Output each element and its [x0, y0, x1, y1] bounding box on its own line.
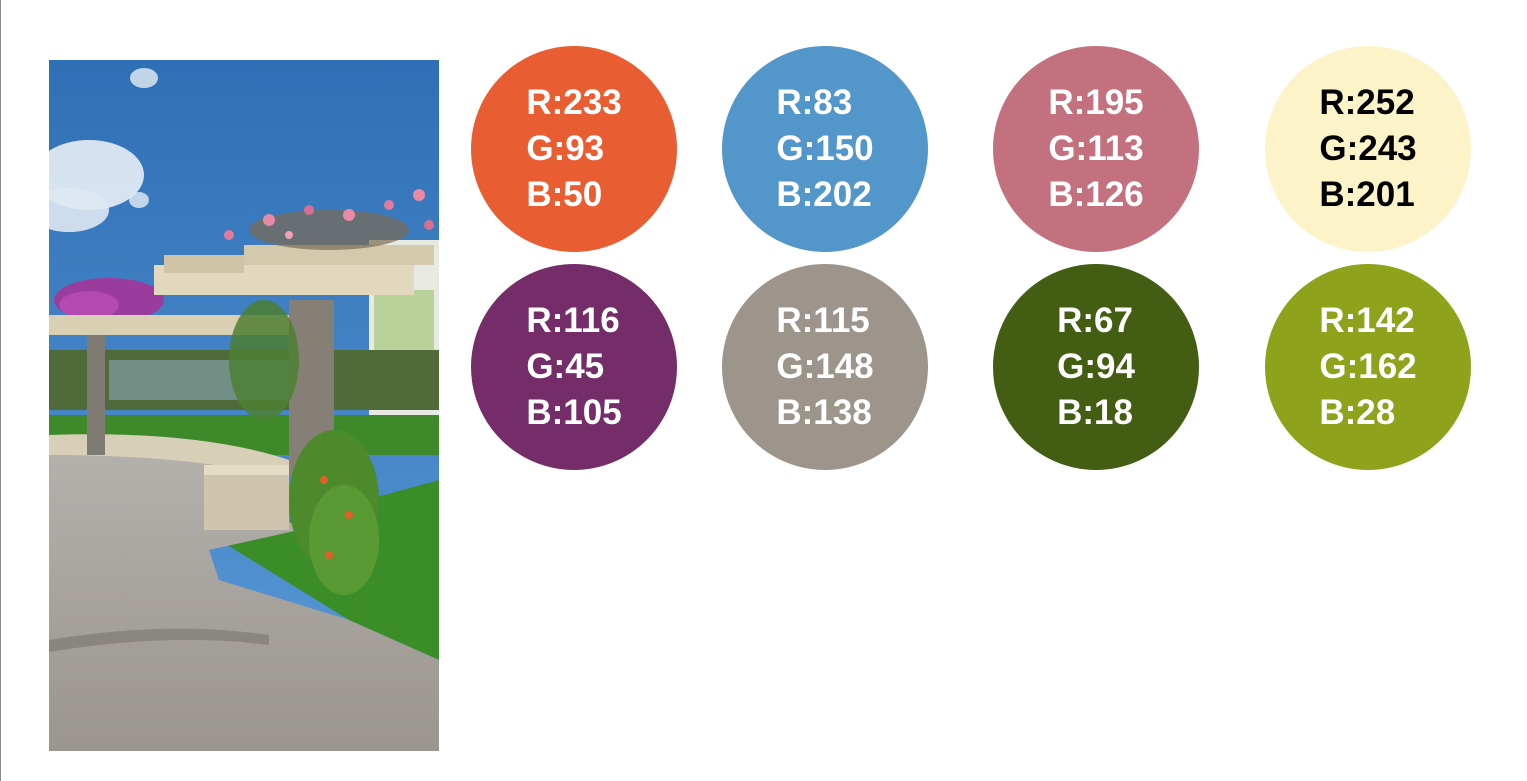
- red-value: R:142: [1319, 301, 1415, 340]
- rgb-values: [776, 80, 873, 218]
- green-value: G:162: [1319, 347, 1417, 386]
- red-value: R:195: [1048, 83, 1144, 122]
- blue-value: B:202: [776, 175, 872, 214]
- red-value: R:115: [776, 301, 870, 340]
- rgb-values: [1319, 298, 1416, 436]
- blue-value: B:126: [1048, 175, 1144, 214]
- rgb-values: [1048, 80, 1143, 218]
- color-swatch: [993, 264, 1199, 470]
- color-swatch: [722, 264, 928, 470]
- color-swatch: [993, 46, 1199, 252]
- color-swatch: [471, 46, 677, 252]
- red-value: R:252: [1319, 83, 1415, 122]
- blue-value: B:201: [1319, 175, 1415, 214]
- color-swatch: [1265, 46, 1471, 252]
- rgb-values: [1319, 80, 1416, 218]
- red-value: R:67: [1057, 301, 1133, 340]
- blue-value: B:138: [776, 393, 872, 432]
- red-value: R:116: [526, 301, 620, 340]
- left-border-line: [0, 0, 1, 781]
- color-swatch: [1265, 264, 1471, 470]
- rgb-values: [526, 298, 621, 436]
- red-value: R:83: [776, 83, 853, 122]
- blue-value: B:50: [526, 175, 603, 214]
- red-value: R:233: [526, 83, 622, 122]
- green-value: G:113: [1048, 129, 1144, 168]
- blue-value: B:18: [1057, 393, 1133, 432]
- blue-value: B:28: [1319, 393, 1396, 432]
- color-swatch: [722, 46, 928, 252]
- blue-value: B:105: [526, 393, 622, 432]
- rgb-values: [526, 80, 621, 218]
- color-swatch: [471, 264, 677, 470]
- green-value: G:94: [1057, 347, 1135, 386]
- rgb-values: [776, 298, 873, 436]
- garden-pergola-photo: [49, 60, 439, 751]
- rgb-values: [1057, 298, 1135, 436]
- green-value: G:150: [776, 129, 874, 168]
- green-value: G:243: [1319, 129, 1417, 168]
- green-value: G:45: [526, 347, 605, 386]
- green-value: G:148: [776, 347, 874, 386]
- green-value: G:93: [526, 129, 605, 168]
